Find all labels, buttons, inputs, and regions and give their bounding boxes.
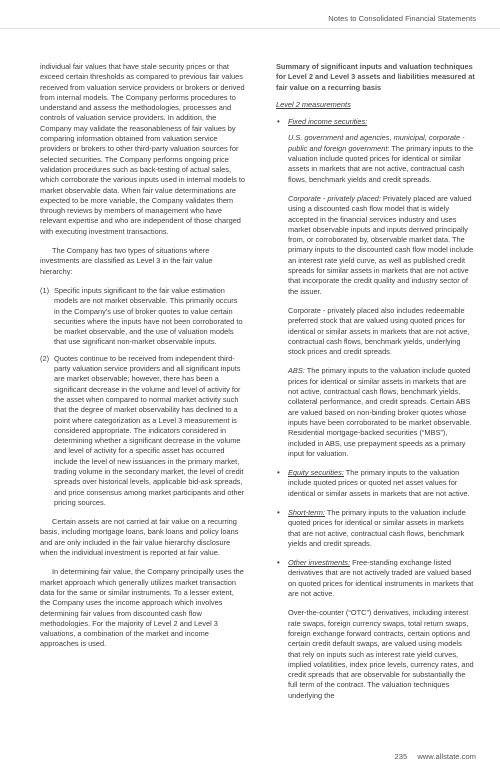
- page-footer: [395, 752, 476, 762]
- paragraph-govt: [288, 133, 476, 184]
- paragraph-market-approach: In determining fair value, the Company principally uses the market approach which generally utilizes market transaction data for the same or similar instruments. To a lesser extent, the Company uses the income approach which involves determining fair values from discounted cash flow methodologies. For the majority of Level 2 and Level 3 valuations, a combination of the market and income approaches is used.: [40, 567, 244, 649]
- subsection-heading: Level 2 measurements: [276, 99, 351, 109]
- running-header: Notes to Consolidated Financial Statements: [328, 14, 476, 23]
- paragraph-other: [288, 558, 476, 599]
- left-column: [40, 62, 245, 659]
- paragraph-non-recurring: Certain assets are not carried at fair value on a recurring basis, including mortgage loans, bank loans and policy loans and are only included in the fair value hierarchy disclosure when the individual investment is reported at fair value.: [40, 517, 239, 558]
- header-divider: [0, 28, 500, 29]
- bullet-equity: [276, 468, 476, 499]
- bullet-icon: •: [277, 507, 280, 517]
- paragraph-private-preferred: Corporate - privately placed also includes redeemable preferred stock that are valued using quoted prices for identical or similar assets in markets that are not active, contractual cash flows, benchmark yields, underlying stock prices and credit spreads.: [288, 305, 470, 357]
- page-number: 235: [394, 751, 408, 761]
- paragraph-short-term: [288, 508, 476, 549]
- paragraph-private: [288, 194, 476, 297]
- right-column: [276, 62, 476, 710]
- short-term-label: Short-term:: [288, 507, 325, 517]
- equity-text: The primary inputs to the valuation include quoted prices or quoted net asset values for identical or similar assets in markets that are not active.: [288, 468, 470, 498]
- govt-text: The primary inputs to the valuation include quoted prices for identical or similar assets in markets that are not active, contractual cash flows, benchmark yields and credit spreads.: [288, 143, 474, 184]
- bullet-icon: •: [277, 117, 280, 127]
- fixed-income-label: Fixed income securities:: [288, 117, 368, 127]
- bullet-other-investments: [276, 558, 476, 701]
- level3-situations-list: [40, 286, 245, 508]
- govt-label: U.S. government and agencies, municipal, corporate - public and foreign government:: [288, 133, 465, 153]
- private-text: Privately placed are valued using a discounted cash flow model that is widely accepted in the financial services industry and uses market observable inputs and inputs derived principally from, or corroborated by, observable market data. The primary inputs to the discounted cash flow model include an interest rate yield curve, as well as published credit spreads for similar assets in markets that are not active that incorporate the credit quality and industry sector of the issuer.: [288, 193, 474, 296]
- list-number: (1): [40, 285, 50, 295]
- paragraph-abs: [288, 366, 476, 459]
- abs-text: The primary inputs to the valuation include quoted prices for identical or similar assets in markets that are not active, contractual cash flows, benchmark yields, collateral performance, and credit spreads. Certain ABS are valued based on non-binding broker quotes whose inputs have been corroborated to be market observable. Residential mortgage-backed securities (“MBS”), included in ABS, use prepayment speeds as a primary input for valuation.: [288, 366, 472, 458]
- paragraph-otc: Over-the-counter (“OTC”) derivatives, including interest rate swaps, foreign currency swaps, total return swaps, foreign exchange forward contracts, certain options and certain credit default swaps, are valued using models that rely on inputs such as interest rate yield curves, implied volatilities, index price levels, currency rates, and credit spreads that are observable for substantially the full term of the contract. The valuation techniques underlying the: [288, 608, 474, 700]
- list-item-text: Specific inputs significant to the fair value estimation models are not market observable. This primarily occurs in the Company’s use of broker quotes to value certain securities where the inputs have not been corroborated to be market observable, and the use of valuation models that use significant non-market observable inputs.: [54, 285, 243, 347]
- equity-label: Equity securities:: [288, 468, 344, 478]
- level2-bullet-list: [276, 117, 476, 701]
- bullet-icon: •: [277, 558, 280, 568]
- list-item: [40, 286, 245, 348]
- list-item: [40, 354, 245, 508]
- private-label: Corporate - privately placed:: [288, 193, 381, 203]
- short-term-text: The primary inputs to the valuation include quoted prices for identical or similar assets in markets that are not active, contractual cash flows, benchmark yields and credit spreads.: [288, 507, 466, 548]
- abs-label: ABS:: [288, 366, 305, 376]
- bullet-short-term: [276, 508, 476, 549]
- paragraph-equity: [288, 468, 476, 499]
- footer-website-link[interactable]: www.allstate.com: [417, 751, 476, 761]
- other-label: Other investments:: [288, 558, 351, 568]
- paragraph-level3-intro: The Company has two types of situations where investments are classified as Level 3 in the fair value hierarchy:: [40, 246, 213, 276]
- list-number: (2): [40, 353, 50, 363]
- paragraph-price-validation: individual fair values that have stale security prices or that exceed certain thresholds as compared to previous fair values received from valuation service providers or brokers or derived from internal models. The Company performs procedures to understand and assess the methodologies, processes and controls of valuation service providers. In addition, the Company may validate the reasonableness of fair values by comparing information obtained from valuation service providers or brokers to other third-party valuation sources for selected securities. The Company performs ongoing price validation procedures such as back-testing of actual sales, which corroborate the various inputs used in internal models to market observable data. When fair value determinations are expected to be more variable, the Company validates them through reviews by members of management who have relevant expertise and who are independent of those charged with executing investment transactions.: [40, 62, 245, 236]
- bullet-fixed-income: [276, 117, 476, 459]
- section-heading: Summary of significant inputs and valuation techniques for Level 2 and Level 3 assets and liabilities measured at fair value on a recurring basis: [276, 62, 475, 92]
- bullet-icon: •: [277, 468, 280, 478]
- list-item-text: Quotes continue to be received from independent third-party valuation service providers and all significant inputs are market observable; however, there has been a significant decrease in the volume and level of activity for the asset when compared to normal market activity such that the degree of market observability has declined to a point where categorization as a Level 3 measurement is considered appropriate. The indicators considered in determining whether a significant decrease in the volume and level of activity for a specific asset has occurred include the level of new issuances in the primary market, trading volume in the secondary market, the level of credit spreads over historical levels, applicable bid-ask spreads, and price consensus among market participants and other pricing sources.: [54, 353, 245, 507]
- other-text: Free-standing exchange listed derivatives that are not actively traded are valued based on quoted prices for identical instruments in markets that are not active.: [288, 558, 474, 599]
